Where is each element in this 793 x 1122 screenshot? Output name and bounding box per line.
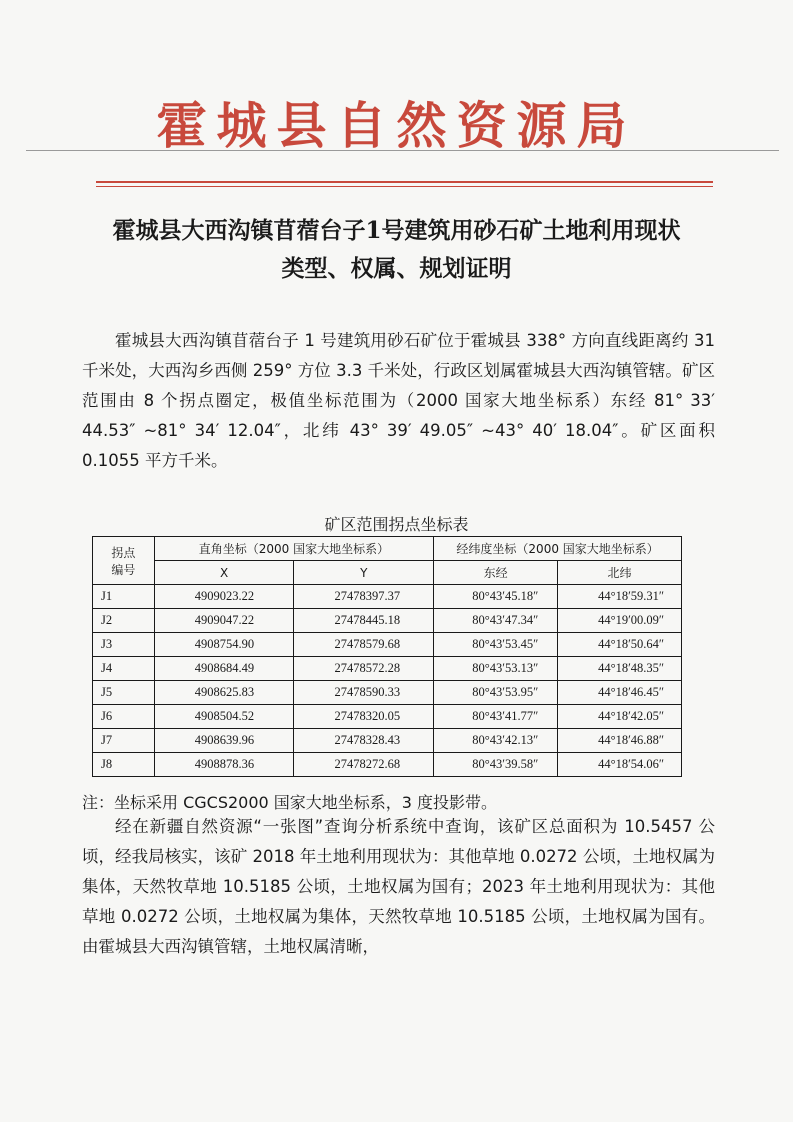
table-caption: 矿区范围拐点坐标表: [324, 515, 469, 534]
cell-latitude: 44°18′42.05″: [558, 705, 682, 729]
coordinate-system-note: 注：坐标采用 CGCS2000 国家大地坐标系，3 度投影带。: [82, 793, 498, 812]
header-rect-coords: 直角坐标（2000 国家大地坐标系）: [154, 537, 434, 561]
cell-y: 27478572.28: [294, 657, 434, 681]
header-longitude: 东经: [434, 561, 558, 585]
title-line-1: 霍城县大西沟镇苜蓿台子1号建筑用砂石矿土地利用现状: [112, 217, 681, 244]
table-row: [93, 729, 682, 753]
cell-x: 4908639.96: [154, 729, 294, 753]
header-number: 编号: [111, 562, 136, 577]
title-line-2: 类型、权属、规划证明: [281, 255, 512, 282]
header-point: 拐点: [111, 545, 136, 560]
cell-x: 4908878.36: [154, 753, 294, 777]
coordinates-table: [92, 536, 682, 777]
table-row: [93, 657, 682, 681]
cell-longitude: 80°43′53.45″: [434, 633, 558, 657]
cell-y: 27478272.68: [294, 753, 434, 777]
cell-x: 4908625.83: [154, 681, 294, 705]
cell-latitude: 44°18′46.45″: [558, 681, 682, 705]
cell-x: 4908684.49: [154, 657, 294, 681]
cell-y: 27478579.68: [294, 633, 434, 657]
table-row: [93, 681, 682, 705]
table-row: [93, 609, 682, 633]
cell-y: 27478590.33: [294, 681, 434, 705]
header-x: X: [154, 561, 294, 585]
cell-point-id: J1: [93, 585, 155, 609]
table-row: [93, 705, 682, 729]
table-row: [93, 633, 682, 657]
header-point-number: [93, 537, 155, 585]
agency-letterhead: 霍城县自然资源局: [156, 96, 637, 155]
cell-y: 27478328.43: [294, 729, 434, 753]
cell-x: 4908754.90: [154, 633, 294, 657]
cell-longitude: 80°43′47.34″: [434, 609, 558, 633]
cell-y: 27478397.37: [294, 585, 434, 609]
cell-y: 27478445.18: [294, 609, 434, 633]
cell-longitude: 80°43′39.58″: [434, 753, 558, 777]
header-y: Y: [294, 561, 434, 585]
cell-latitude: 44°18′46.88″: [558, 729, 682, 753]
cell-point-id: J4: [93, 657, 155, 681]
cell-point-id: J8: [93, 753, 155, 777]
header-latitude: 北纬: [558, 561, 682, 585]
cell-y: 27478320.05: [294, 705, 434, 729]
cell-longitude: 80°43′53.95″: [434, 681, 558, 705]
cell-latitude: 44°19′00.09″: [558, 609, 682, 633]
cell-point-id: J3: [93, 633, 155, 657]
paragraph-location: 霍城县大西沟镇苜蓿台子 1 号建筑用砂石矿位于霍城县 338° 方向直线距离约 31 千米处，大西沟乡西侧 259° 方位 3.3 千米处，行政区划属霍城县大西沟镇管辖。矿区范围由 8 个拐点圈定，极值坐标范围为（2000 国家大地坐标系）东经 81° 33′ 44.53″ ~81° 34′ 12.04″，北纬 43° 39′ 49.05″ ~43° 40′ 18.04″。矿区面积 0.1055 平方千米。: [82, 331, 715, 470]
cell-latitude: 44°18′50.64″: [558, 633, 682, 657]
cell-longitude: 80°43′42.13″: [434, 729, 558, 753]
paragraph-land-use: 经在新疆自然资源“一张图”查询分析系统中查询，该矿区总面积为 10.5457 公顷，经我局核实，该矿 2018 年土地利用现状为：其他草地 0.0272 公顷，土地权属为集体，天然牧草地 10.5185 公顷，土地权属为国有；2023 年土地利用现状为：其他草地 0.0272 公顷，土地权属为集体，天然牧草地 10.5185 公顷，土地权属为国有。由霍城县大西沟镇管辖，土地权属清晰，: [82, 817, 715, 956]
cell-point-id: J2: [93, 609, 155, 633]
red-rule-thin: [96, 186, 713, 187]
cell-latitude: 44°18′54.06″: [558, 753, 682, 777]
red-rule-thick: [96, 181, 713, 183]
header-geo-coords: 经纬度坐标（2000 国家大地坐标系）: [434, 537, 682, 561]
cell-x: 4909047.22: [154, 609, 294, 633]
table-row: [93, 753, 682, 777]
cell-point-id: J7: [93, 729, 155, 753]
cell-point-id: J6: [93, 705, 155, 729]
cell-point-id: J5: [93, 681, 155, 705]
cell-x: 4908504.52: [154, 705, 294, 729]
document-title: [60, 212, 733, 288]
cell-longitude: 80°43′45.18″: [434, 585, 558, 609]
cell-latitude: 44°18′59.31″: [558, 585, 682, 609]
cell-longitude: 80°43′53.13″: [434, 657, 558, 681]
cell-latitude: 44°18′48.35″: [558, 657, 682, 681]
header-divider: [26, 150, 779, 151]
table-row: [93, 585, 682, 609]
cell-x: 4909023.22: [154, 585, 294, 609]
cell-longitude: 80°43′41.77″: [434, 705, 558, 729]
